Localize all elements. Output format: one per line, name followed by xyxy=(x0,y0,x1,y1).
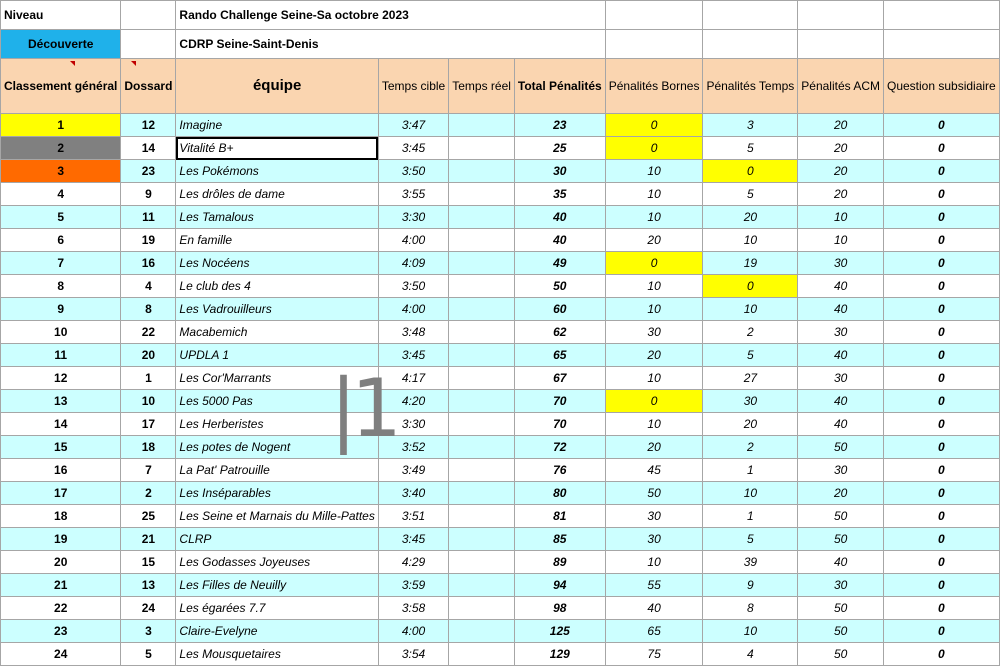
team-cell[interactable]: Les Seine et Marnais du Mille-Pattes xyxy=(176,505,378,528)
total-penalites-cell[interactable]: 65 xyxy=(514,344,605,367)
rank-cell[interactable]: 14 xyxy=(1,413,121,436)
temps-reel-cell[interactable] xyxy=(449,528,515,551)
temps-cible-cell[interactable]: 3:40 xyxy=(378,482,448,505)
penalites-temps-cell[interactable]: 10 xyxy=(703,229,798,252)
rank-cell[interactable]: 4 xyxy=(1,183,121,206)
temps-cible-cell[interactable]: 3:55 xyxy=(378,183,448,206)
penalites-temps-cell[interactable]: 1 xyxy=(703,505,798,528)
temps-reel-cell[interactable] xyxy=(449,114,515,137)
empty-cell[interactable] xyxy=(798,1,884,30)
empty-cell[interactable] xyxy=(798,30,884,59)
table-row xyxy=(1,252,1000,275)
penalites-temps-cell[interactable]: 5 xyxy=(703,183,798,206)
dossard-cell[interactable]: 21 xyxy=(121,528,176,551)
rank-cell[interactable]: 16 xyxy=(1,459,121,482)
total-penalites-cell[interactable]: 81 xyxy=(514,505,605,528)
total-penalites-cell[interactable]: 72 xyxy=(514,436,605,459)
rank-cell[interactable]: 2 xyxy=(1,137,121,160)
total-penalites-cell[interactable]: 60 xyxy=(514,298,605,321)
penalites-bornes-cell[interactable]: 75 xyxy=(605,643,703,666)
temps-reel-cell[interactable] xyxy=(449,160,515,183)
table-row xyxy=(1,344,1000,367)
team-cell[interactable]: Le club des 4 xyxy=(176,275,378,298)
table-row xyxy=(1,367,1000,390)
dossard-cell[interactable]: 22 xyxy=(121,321,176,344)
table-row xyxy=(1,459,1000,482)
table-row xyxy=(1,183,1000,206)
penalites-acm-cell[interactable]: 50 xyxy=(798,528,884,551)
team-cell[interactable]: CLRP xyxy=(176,528,378,551)
penalites-acm-cell[interactable]: 50 xyxy=(798,643,884,666)
penalites-acm-cell[interactable]: 40 xyxy=(798,344,884,367)
temps-cible-cell[interactable]: 3:51 xyxy=(378,505,448,528)
penalites-bornes-cell[interactable]: 0 xyxy=(605,114,703,137)
temps-reel-cell[interactable] xyxy=(449,574,515,597)
temps-reel-cell[interactable] xyxy=(449,344,515,367)
penalites-bornes-cell[interactable]: 10 xyxy=(605,551,703,574)
penalites-temps-cell[interactable]: 19 xyxy=(703,252,798,275)
total-penalites-cell[interactable]: 40 xyxy=(514,206,605,229)
dossard-cell[interactable]: 23 xyxy=(121,160,176,183)
dossard-cell[interactable]: 17 xyxy=(121,413,176,436)
dossard-cell[interactable]: 2 xyxy=(121,482,176,505)
table-row xyxy=(1,321,1000,344)
rank-cell[interactable]: 20 xyxy=(1,551,121,574)
dossard-cell[interactable]: 9 xyxy=(121,183,176,206)
table-row xyxy=(1,137,1000,160)
temps-cible-cell[interactable]: 4:00 xyxy=(378,620,448,643)
penalites-bornes-cell[interactable]: 10 xyxy=(605,367,703,390)
dossard-cell[interactable]: 10 xyxy=(121,390,176,413)
penalites-temps-cell[interactable]: 2 xyxy=(703,321,798,344)
temps-reel-cell[interactable] xyxy=(449,620,515,643)
penalites-temps-cell[interactable]: 39 xyxy=(703,551,798,574)
question-cell[interactable]: 0 xyxy=(883,574,999,597)
temps-reel-cell[interactable] xyxy=(449,275,515,298)
penalites-acm-cell[interactable]: 20 xyxy=(798,482,884,505)
penalites-bornes-cell[interactable]: 30 xyxy=(605,528,703,551)
penalites-acm-cell[interactable]: 50 xyxy=(798,597,884,620)
question-cell[interactable]: 0 xyxy=(883,390,999,413)
total-penalites-cell[interactable]: 30 xyxy=(514,160,605,183)
penalites-acm-cell[interactable]: 30 xyxy=(798,252,884,275)
rank-cell[interactable]: 11 xyxy=(1,344,121,367)
question-cell[interactable]: 0 xyxy=(883,321,999,344)
rank-cell[interactable]: 9 xyxy=(1,298,121,321)
rank-cell[interactable]: 8 xyxy=(1,275,121,298)
header-question-subsidiaire[interactable]: Question subsidiaire xyxy=(883,59,999,114)
penalites-temps-cell[interactable]: 8 xyxy=(703,597,798,620)
total-penalites-cell[interactable]: 35 xyxy=(514,183,605,206)
rank-cell[interactable]: 5 xyxy=(1,206,121,229)
organizer-cell[interactable]: CDRP Seine-Saint-Denis xyxy=(176,30,605,59)
rank-cell[interactable]: 12 xyxy=(1,367,121,390)
total-penalites-cell[interactable]: 129 xyxy=(514,643,605,666)
rank-cell[interactable]: 19 xyxy=(1,528,121,551)
empty-cell[interactable] xyxy=(121,1,176,30)
empty-cell[interactable] xyxy=(703,30,798,59)
team-cell[interactable]: Les Vadrouilleurs xyxy=(176,298,378,321)
rank-cell[interactable]: 23 xyxy=(1,620,121,643)
penalites-acm-cell[interactable]: 20 xyxy=(798,114,884,137)
team-cell[interactable]: UPDLA 1 xyxy=(176,344,378,367)
temps-reel-cell[interactable] xyxy=(449,206,515,229)
temps-cible-cell[interactable]: 3:45 xyxy=(378,528,448,551)
header-temps-cible[interactable]: Temps cible xyxy=(378,59,448,114)
header-total-penalites[interactable]: Total Pénalités xyxy=(514,59,605,114)
question-cell[interactable]: 0 xyxy=(883,137,999,160)
header-penalites-temps[interactable]: Pénalités Temps xyxy=(703,59,798,114)
penalites-temps-cell[interactable]: 10 xyxy=(703,482,798,505)
penalites-bornes-cell[interactable]: 0 xyxy=(605,137,703,160)
penalites-temps-cell[interactable]: 30 xyxy=(703,390,798,413)
total-penalites-cell[interactable]: 23 xyxy=(514,114,605,137)
penalites-bornes-cell[interactable]: 0 xyxy=(605,252,703,275)
team-cell[interactable]: Les égarées 7.7 xyxy=(176,597,378,620)
temps-cible-cell[interactable]: 3:50 xyxy=(378,160,448,183)
penalites-bornes-cell[interactable]: 20 xyxy=(605,229,703,252)
question-cell[interactable]: 0 xyxy=(883,206,999,229)
total-penalites-cell[interactable]: 94 xyxy=(514,574,605,597)
header-classement[interactable]: Classement général xyxy=(1,59,121,114)
header-penalites-acm[interactable]: Pénalités ACM xyxy=(798,59,884,114)
penalites-acm-cell[interactable]: 10 xyxy=(798,206,884,229)
penalites-bornes-cell[interactable]: 10 xyxy=(605,160,703,183)
temps-cible-cell[interactable]: 3:45 xyxy=(378,344,448,367)
penalites-temps-cell[interactable]: 4 xyxy=(703,643,798,666)
dossard-cell[interactable]: 7 xyxy=(121,459,176,482)
temps-cible-cell[interactable]: 3:48 xyxy=(378,321,448,344)
team-cell[interactable]: Les Mousquetaires xyxy=(176,643,378,666)
empty-cell[interactable] xyxy=(883,1,999,30)
temps-reel-cell[interactable] xyxy=(449,321,515,344)
table-row xyxy=(1,298,1000,321)
temps-cible-cell[interactable]: 4:00 xyxy=(378,229,448,252)
table-row xyxy=(1,436,1000,459)
dossard-cell[interactable]: 25 xyxy=(121,505,176,528)
penalites-acm-cell[interactable]: 30 xyxy=(798,459,884,482)
temps-cible-cell[interactable]: 3:52 xyxy=(378,436,448,459)
total-penalites-cell[interactable]: 70 xyxy=(514,413,605,436)
rank-cell[interactable]: 10 xyxy=(1,321,121,344)
team-cell[interactable]: Les potes de Nogent xyxy=(176,436,378,459)
penalites-acm-cell[interactable]: 30 xyxy=(798,574,884,597)
rank-cell[interactable]: 6 xyxy=(1,229,121,252)
question-cell[interactable]: 0 xyxy=(883,482,999,505)
penalites-acm-cell[interactable]: 30 xyxy=(798,367,884,390)
team-cell[interactable]: Les Godasses Joyeuses xyxy=(176,551,378,574)
team-cell[interactable]: Macabemich xyxy=(176,321,378,344)
total-penalites-cell[interactable]: 49 xyxy=(514,252,605,275)
penalites-acm-cell[interactable]: 50 xyxy=(798,436,884,459)
penalites-bornes-cell[interactable]: 45 xyxy=(605,459,703,482)
penalites-temps-cell[interactable]: 20 xyxy=(703,206,798,229)
temps-reel-cell[interactable] xyxy=(449,436,515,459)
penalites-acm-cell[interactable]: 40 xyxy=(798,390,884,413)
penalites-temps-cell[interactable]: 27 xyxy=(703,367,798,390)
dossard-cell[interactable]: 4 xyxy=(121,275,176,298)
dossard-cell[interactable]: 14 xyxy=(121,137,176,160)
temps-cible-cell[interactable]: 4:17 xyxy=(378,367,448,390)
question-cell[interactable]: 0 xyxy=(883,183,999,206)
dossard-cell[interactable]: 24 xyxy=(121,597,176,620)
table-row xyxy=(1,390,1000,413)
total-penalites-cell[interactable]: 70 xyxy=(514,390,605,413)
question-cell[interactable]: 0 xyxy=(883,528,999,551)
rank-cell[interactable]: 24 xyxy=(1,643,121,666)
temps-cible-cell[interactable]: 3:54 xyxy=(378,643,448,666)
table-row xyxy=(1,229,1000,252)
total-penalites-cell[interactable]: 125 xyxy=(514,620,605,643)
penalites-temps-cell[interactable]: 0 xyxy=(703,160,798,183)
total-penalites-cell[interactable]: 62 xyxy=(514,321,605,344)
table-row xyxy=(1,551,1000,574)
team-cell[interactable]: Les Inséparables xyxy=(176,482,378,505)
temps-reel-cell[interactable] xyxy=(449,459,515,482)
penalites-acm-cell[interactable]: 50 xyxy=(798,505,884,528)
table-row xyxy=(1,528,1000,551)
dossard-cell[interactable]: 18 xyxy=(121,436,176,459)
niveau-value-cell[interactable]: Découverte xyxy=(1,30,121,59)
dossard-cell[interactable]: 3 xyxy=(121,620,176,643)
temps-reel-cell[interactable] xyxy=(449,137,515,160)
rank-cell[interactable]: 1 xyxy=(1,114,121,137)
temps-reel-cell[interactable] xyxy=(449,367,515,390)
empty-cell[interactable] xyxy=(703,1,798,30)
rank-cell[interactable]: 7 xyxy=(1,252,121,275)
penalites-acm-cell[interactable]: 20 xyxy=(798,137,884,160)
event-title-cell[interactable]: Rando Challenge Seine-Sa octobre 2023 xyxy=(176,1,605,30)
question-cell[interactable]: 0 xyxy=(883,344,999,367)
rank-cell[interactable]: 15 xyxy=(1,436,121,459)
rank-cell[interactable]: 13 xyxy=(1,390,121,413)
question-cell[interactable]: 0 xyxy=(883,643,999,666)
total-penalites-cell[interactable]: 76 xyxy=(514,459,605,482)
penalites-bornes-cell[interactable]: 10 xyxy=(605,275,703,298)
temps-reel-cell[interactable] xyxy=(449,183,515,206)
penalites-bornes-cell[interactable]: 20 xyxy=(605,344,703,367)
penalites-bornes-cell[interactable]: 30 xyxy=(605,505,703,528)
penalites-temps-cell[interactable]: 0 xyxy=(703,275,798,298)
penalites-bornes-cell[interactable]: 10 xyxy=(605,206,703,229)
temps-cible-cell[interactable]: 3:45 xyxy=(378,137,448,160)
team-cell[interactable]: Les Filles de Neuilly xyxy=(176,574,378,597)
header-equipe[interactable]: équipe xyxy=(176,59,378,114)
question-cell[interactable]: 0 xyxy=(883,551,999,574)
dossard-cell[interactable]: 16 xyxy=(121,252,176,275)
temps-reel-cell[interactable] xyxy=(449,505,515,528)
question-cell[interactable]: 0 xyxy=(883,275,999,298)
temps-cible-cell[interactable]: 3:49 xyxy=(378,459,448,482)
dossard-cell[interactable]: 11 xyxy=(121,206,176,229)
total-penalites-cell[interactable]: 98 xyxy=(514,597,605,620)
penalites-acm-cell[interactable]: 40 xyxy=(798,551,884,574)
penalites-temps-cell[interactable]: 3 xyxy=(703,114,798,137)
total-penalites-cell[interactable]: 85 xyxy=(514,528,605,551)
temps-cible-cell[interactable]: 3:50 xyxy=(378,275,448,298)
table-row xyxy=(1,620,1000,643)
table-row xyxy=(1,413,1000,436)
temps-reel-cell[interactable] xyxy=(449,482,515,505)
temps-cible-cell[interactable]: 3:30 xyxy=(378,206,448,229)
header-penalites-bornes[interactable]: Pénalités Bornes xyxy=(605,59,703,114)
table-row xyxy=(1,597,1000,620)
temps-reel-cell[interactable] xyxy=(449,298,515,321)
penalites-bornes-cell[interactable]: 40 xyxy=(605,597,703,620)
team-cell[interactable]: Imagine xyxy=(176,114,378,137)
question-cell[interactable]: 0 xyxy=(883,436,999,459)
team-cell[interactable]: Vitalité B+ xyxy=(176,137,378,160)
dossard-cell[interactable]: 5 xyxy=(121,643,176,666)
question-cell[interactable]: 0 xyxy=(883,597,999,620)
penalites-temps-cell[interactable]: 10 xyxy=(703,298,798,321)
team-cell[interactable]: Les Herberistes xyxy=(176,413,378,436)
total-penalites-cell[interactable]: 25 xyxy=(514,137,605,160)
question-cell[interactable]: 0 xyxy=(883,413,999,436)
temps-cible-cell[interactable]: 3:47 xyxy=(378,114,448,137)
penalites-acm-cell[interactable]: 50 xyxy=(798,620,884,643)
table-row xyxy=(1,574,1000,597)
table-row xyxy=(1,275,1000,298)
question-cell[interactable]: 0 xyxy=(883,160,999,183)
penalites-bornes-cell[interactable]: 55 xyxy=(605,574,703,597)
penalites-bornes-cell[interactable]: 65 xyxy=(605,620,703,643)
penalites-temps-cell[interactable]: 9 xyxy=(703,574,798,597)
niveau-label-cell[interactable]: Niveau xyxy=(1,1,121,30)
rank-cell[interactable]: 3 xyxy=(1,160,121,183)
penalites-bornes-cell[interactable]: 0 xyxy=(605,390,703,413)
empty-cell[interactable] xyxy=(605,1,703,30)
table-row xyxy=(1,482,1000,505)
penalites-acm-cell[interactable]: 40 xyxy=(798,413,884,436)
team-cell[interactable]: Les Pokémons xyxy=(176,160,378,183)
table-row xyxy=(1,206,1000,229)
rank-cell[interactable]: 22 xyxy=(1,597,121,620)
penalites-temps-cell[interactable]: 5 xyxy=(703,137,798,160)
team-cell[interactable]: En famille xyxy=(176,229,378,252)
question-cell[interactable]: 0 xyxy=(883,505,999,528)
results-body xyxy=(1,114,1000,666)
temps-reel-cell[interactable] xyxy=(449,551,515,574)
empty-cell[interactable] xyxy=(605,30,703,59)
temps-reel-cell[interactable] xyxy=(449,390,515,413)
penalites-bornes-cell[interactable]: 10 xyxy=(605,183,703,206)
empty-cell[interactable] xyxy=(883,30,999,59)
team-cell[interactable]: Les Cor'Marrants xyxy=(176,367,378,390)
table-row xyxy=(1,505,1000,528)
penalites-temps-cell[interactable]: 2 xyxy=(703,436,798,459)
dossard-cell[interactable]: 8 xyxy=(121,298,176,321)
penalites-temps-cell[interactable]: 5 xyxy=(703,344,798,367)
temps-cible-cell[interactable]: 4:29 xyxy=(378,551,448,574)
temps-cible-cell[interactable]: 3:30 xyxy=(378,413,448,436)
team-cell[interactable]: La Pat' Patrouille xyxy=(176,459,378,482)
temps-cible-cell[interactable]: 4:20 xyxy=(378,390,448,413)
temps-cible-cell[interactable]: 4:09 xyxy=(378,252,448,275)
page-watermark: |1 xyxy=(330,362,396,455)
comment-marker xyxy=(70,61,75,66)
rank-cell[interactable]: 18 xyxy=(1,505,121,528)
team-cell[interactable]: Les Tamalous xyxy=(176,206,378,229)
rank-cell[interactable]: 21 xyxy=(1,574,121,597)
question-cell[interactable]: 0 xyxy=(883,229,999,252)
penalites-temps-cell[interactable]: 5 xyxy=(703,528,798,551)
comment-marker xyxy=(131,61,136,66)
table-row xyxy=(1,643,1000,666)
total-penalites-cell[interactable]: 89 xyxy=(514,551,605,574)
question-cell[interactable]: 0 xyxy=(883,620,999,643)
dossard-cell[interactable]: 13 xyxy=(121,574,176,597)
table-row xyxy=(1,114,1000,137)
team-cell[interactable]: Claire-Evelyne xyxy=(176,620,378,643)
team-cell[interactable]: Les 5000 Pas xyxy=(176,390,378,413)
team-cell[interactable]: Les drôles de dame xyxy=(176,183,378,206)
temps-reel-cell[interactable] xyxy=(449,643,515,666)
question-cell[interactable]: 0 xyxy=(883,252,999,275)
temps-reel-cell[interactable] xyxy=(449,413,515,436)
dossard-cell[interactable]: 12 xyxy=(121,114,176,137)
total-penalites-cell[interactable]: 67 xyxy=(514,367,605,390)
dossard-cell[interactable]: 1 xyxy=(121,367,176,390)
team-cell[interactable]: Les Nocéens xyxy=(176,252,378,275)
question-cell[interactable]: 0 xyxy=(883,114,999,137)
temps-cible-cell[interactable]: 3:59 xyxy=(378,574,448,597)
dossard-cell[interactable]: 15 xyxy=(121,551,176,574)
table-row xyxy=(1,160,1000,183)
total-penalites-cell[interactable]: 40 xyxy=(514,229,605,252)
penalites-acm-cell[interactable]: 20 xyxy=(798,160,884,183)
penalites-acm-cell[interactable]: 30 xyxy=(798,321,884,344)
temps-reel-cell[interactable] xyxy=(449,229,515,252)
temps-cible-cell[interactable]: 3:58 xyxy=(378,597,448,620)
penalites-bornes-cell[interactable]: 20 xyxy=(605,436,703,459)
question-cell[interactable]: 0 xyxy=(883,459,999,482)
penalites-acm-cell[interactable]: 10 xyxy=(798,229,884,252)
penalites-temps-cell[interactable]: 20 xyxy=(703,413,798,436)
question-cell[interactable]: 0 xyxy=(883,298,999,321)
dossard-cell[interactable]: 20 xyxy=(121,344,176,367)
penalites-bornes-cell[interactable]: 10 xyxy=(605,298,703,321)
penalites-temps-cell[interactable]: 1 xyxy=(703,459,798,482)
header-dossard[interactable]: Dossard xyxy=(121,59,176,114)
empty-cell[interactable] xyxy=(121,30,176,59)
dossard-cell[interactable]: 19 xyxy=(121,229,176,252)
penalites-bornes-cell[interactable]: 10 xyxy=(605,413,703,436)
temps-reel-cell[interactable] xyxy=(449,252,515,275)
total-penalites-cell[interactable]: 80 xyxy=(514,482,605,505)
temps-cible-cell[interactable]: 4:00 xyxy=(378,298,448,321)
penalites-acm-cell[interactable]: 20 xyxy=(798,183,884,206)
penalites-acm-cell[interactable]: 40 xyxy=(798,275,884,298)
rank-cell[interactable]: 17 xyxy=(1,482,121,505)
temps-reel-cell[interactable] xyxy=(449,597,515,620)
question-cell[interactable]: 0 xyxy=(883,367,999,390)
header-temps-reel[interactable]: Temps réel xyxy=(449,59,515,114)
penalites-temps-cell[interactable]: 10 xyxy=(703,620,798,643)
total-penalites-cell[interactable]: 50 xyxy=(514,275,605,298)
penalites-acm-cell[interactable]: 40 xyxy=(798,298,884,321)
penalites-bornes-cell[interactable]: 30 xyxy=(605,321,703,344)
penalites-bornes-cell[interactable]: 50 xyxy=(605,482,703,505)
